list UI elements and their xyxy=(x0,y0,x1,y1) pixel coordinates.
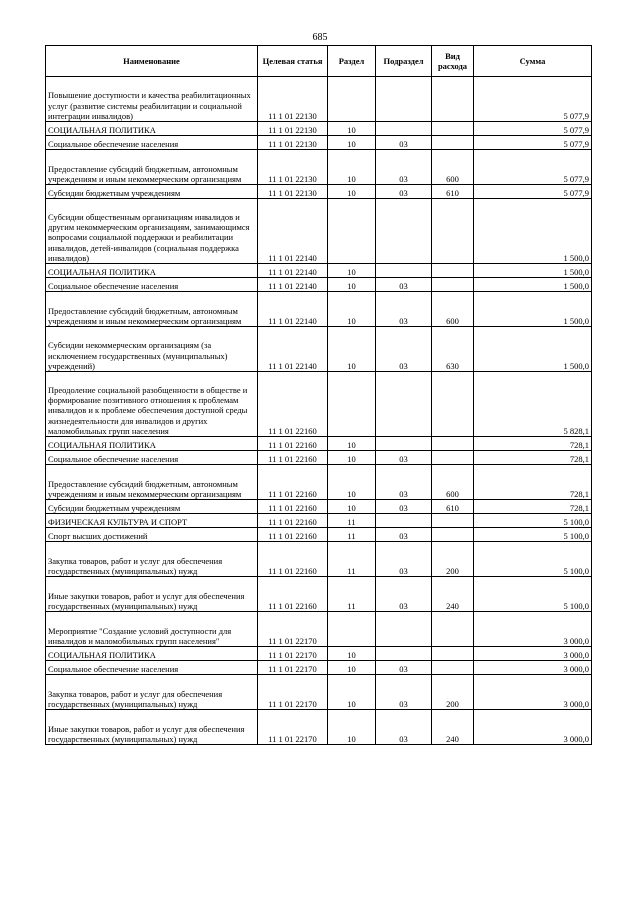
cell-amount: 3 000,0 xyxy=(474,675,592,710)
table-row xyxy=(46,500,592,514)
cell-section: 10 xyxy=(328,264,376,278)
cell-article: 11 1 01 22130 xyxy=(258,122,328,136)
cell-expense-type: 200 xyxy=(432,542,474,577)
cell-amount: 728,1 xyxy=(474,465,592,500)
cell-expense-type xyxy=(432,451,474,465)
cell-amount: 5 828,1 xyxy=(474,372,592,437)
cell-section: 10 xyxy=(328,150,376,185)
cell-article: 11 1 01 22170 xyxy=(258,710,328,745)
cell-amount: 728,1 xyxy=(474,451,592,465)
cell-section: 10 xyxy=(328,675,376,710)
page-number: 685 xyxy=(312,32,328,43)
cell-expense-type xyxy=(432,278,474,292)
table-row xyxy=(46,136,592,150)
cell-section xyxy=(328,199,376,264)
cell-amount: 5 100,0 xyxy=(474,528,592,542)
cell-amount: 1 500,0 xyxy=(474,199,592,264)
cell-subsection: 03 xyxy=(376,500,432,514)
cell-name: Субсидии некоммерческим организациям (за исключением государственных (муниципальных) учреждений) xyxy=(46,327,258,372)
cell-name: Предоставление субсидий бюджетным, автономным учреждениям и иным некоммерческим организациям xyxy=(46,465,258,500)
cell-name: Закупка товаров, работ и услуг для обеспечения государственных (муниципальных) нужд xyxy=(46,542,258,577)
cell-article: 11 1 01 22140 xyxy=(258,264,328,278)
table-row xyxy=(46,612,592,647)
cell-article: 11 1 01 22130 xyxy=(258,150,328,185)
cell-amount: 5 077,9 xyxy=(474,150,592,185)
cell-name: СОЦИАЛЬНАЯ ПОЛИТИКА xyxy=(46,122,258,136)
table-row xyxy=(46,514,592,528)
header-article: Целевая статья xyxy=(258,46,328,77)
cell-article: 11 1 01 22140 xyxy=(258,199,328,264)
cell-subsection xyxy=(376,514,432,528)
cell-expense-type: 200 xyxy=(432,675,474,710)
cell-section: 10 xyxy=(328,185,376,199)
cell-expense-type xyxy=(432,528,474,542)
cell-section: 10 xyxy=(328,122,376,136)
cell-subsection: 03 xyxy=(376,577,432,612)
table-row xyxy=(46,372,592,437)
cell-expense-type: 610 xyxy=(432,500,474,514)
cell-subsection: 03 xyxy=(376,150,432,185)
cell-expense-type xyxy=(432,514,474,528)
cell-section: 11 xyxy=(328,577,376,612)
table-row xyxy=(46,77,592,122)
cell-subsection: 03 xyxy=(376,292,432,327)
cell-article: 11 1 01 22130 xyxy=(258,136,328,150)
table-header-row xyxy=(46,46,592,77)
cell-amount: 1 500,0 xyxy=(474,327,592,372)
cell-amount: 3 000,0 xyxy=(474,661,592,675)
cell-expense-type xyxy=(432,661,474,675)
cell-name: СОЦИАЛЬНАЯ ПОЛИТИКА xyxy=(46,264,258,278)
cell-expense-type: 630 xyxy=(432,327,474,372)
cell-section: 10 xyxy=(328,292,376,327)
cell-article: 11 1 01 22140 xyxy=(258,278,328,292)
cell-expense-type xyxy=(432,77,474,122)
table-row xyxy=(46,437,592,451)
cell-expense-type xyxy=(432,647,474,661)
cell-subsection xyxy=(376,199,432,264)
cell-name: Мероприятие "Создание условий доступности для инвалидов и маломобильных групп населения" xyxy=(46,612,258,647)
cell-subsection: 03 xyxy=(376,278,432,292)
cell-article: 11 1 01 22160 xyxy=(258,372,328,437)
cell-expense-type xyxy=(432,437,474,451)
header-name: Наименование xyxy=(46,46,258,77)
cell-subsection: 03 xyxy=(376,185,432,199)
cell-article: 11 1 01 22130 xyxy=(258,185,328,199)
cell-expense-type xyxy=(432,372,474,437)
cell-section: 11 xyxy=(328,542,376,577)
header-expense-type: Вид расхода xyxy=(432,46,474,77)
cell-name: Повышение доступности и качества реабилитационных услуг (развитие системы реабилитации и социальной интеграции инвалидов) xyxy=(46,77,258,122)
cell-subsection: 03 xyxy=(376,136,432,150)
cell-name: Субсидии бюджетным учреждениям xyxy=(46,500,258,514)
cell-subsection xyxy=(376,647,432,661)
cell-name: Субсидии бюджетным учреждениям xyxy=(46,185,258,199)
cell-name: Социальное обеспечение населения xyxy=(46,661,258,675)
cell-amount: 728,1 xyxy=(474,500,592,514)
cell-section: 10 xyxy=(328,710,376,745)
cell-amount: 1 500,0 xyxy=(474,278,592,292)
cell-expense-type: 600 xyxy=(432,465,474,500)
table-row xyxy=(46,542,592,577)
cell-subsection xyxy=(376,612,432,647)
cell-subsection xyxy=(376,122,432,136)
cell-name: СОЦИАЛЬНАЯ ПОЛИТИКА xyxy=(46,437,258,451)
cell-article: 11 1 01 22160 xyxy=(258,437,328,451)
table-row xyxy=(46,661,592,675)
cell-name: Преодоление социальной разобщенности в обществе и формирование позитивного отношения к проблемам инвалидов и к проблеме обеспечения доступной среды жизнедеятельности для инвалидов и других маломобильных групп населения xyxy=(46,372,258,437)
cell-name: Субсидии общественным организациям инвалидов и другим некоммерческим организациям, занимающимся вопросами социальной поддержки и реабилитации инвалидов, детей-инвалидов (социальная поддержка инвалидов) xyxy=(46,199,258,264)
cell-name: Закупка товаров, работ и услуг для обеспечения государственных (муниципальных) нужд xyxy=(46,675,258,710)
cell-section: 10 xyxy=(328,647,376,661)
table-row xyxy=(46,150,592,185)
cell-name: Социальное обеспечение населения xyxy=(46,451,258,465)
cell-amount: 3 000,0 xyxy=(474,612,592,647)
cell-amount: 728,1 xyxy=(474,437,592,451)
cell-subsection: 03 xyxy=(376,675,432,710)
cell-subsection: 03 xyxy=(376,661,432,675)
header-subsection: Подраздел xyxy=(376,46,432,77)
cell-expense-type: 240 xyxy=(432,710,474,745)
cell-subsection xyxy=(376,437,432,451)
cell-section: 10 xyxy=(328,136,376,150)
cell-expense-type xyxy=(432,136,474,150)
cell-section xyxy=(328,612,376,647)
cell-subsection xyxy=(376,77,432,122)
table-row xyxy=(46,451,592,465)
header-section: Раздел xyxy=(328,46,376,77)
budget-table xyxy=(45,45,592,745)
cell-expense-type: 240 xyxy=(432,577,474,612)
cell-amount: 5 077,9 xyxy=(474,122,592,136)
table-row xyxy=(46,264,592,278)
cell-article: 11 1 01 22160 xyxy=(258,465,328,500)
table-row xyxy=(46,122,592,136)
table-row xyxy=(46,675,592,710)
cell-article: 11 1 01 22140 xyxy=(258,327,328,372)
cell-article: 11 1 01 22160 xyxy=(258,542,328,577)
cell-name: ФИЗИЧЕСКАЯ КУЛЬТУРА И СПОРТ xyxy=(46,514,258,528)
cell-expense-type: 600 xyxy=(432,150,474,185)
table-row xyxy=(46,278,592,292)
table-row xyxy=(46,647,592,661)
table-row xyxy=(46,577,592,612)
cell-article: 11 1 01 22160 xyxy=(258,577,328,612)
header-amount: Сумма xyxy=(474,46,592,77)
cell-subsection: 03 xyxy=(376,542,432,577)
cell-amount: 5 100,0 xyxy=(474,542,592,577)
cell-article: 11 1 01 22160 xyxy=(258,500,328,514)
cell-section: 10 xyxy=(328,437,376,451)
cell-amount: 3 000,0 xyxy=(474,710,592,745)
cell-subsection: 03 xyxy=(376,528,432,542)
cell-expense-type xyxy=(432,122,474,136)
cell-section: 10 xyxy=(328,661,376,675)
table-row xyxy=(46,465,592,500)
cell-article: 11 1 01 22170 xyxy=(258,647,328,661)
cell-amount: 3 000,0 xyxy=(474,647,592,661)
cell-subsection xyxy=(376,372,432,437)
cell-subsection: 03 xyxy=(376,327,432,372)
cell-amount: 5 077,9 xyxy=(474,77,592,122)
cell-amount: 1 500,0 xyxy=(474,292,592,327)
cell-expense-type: 610 xyxy=(432,185,474,199)
cell-expense-type: 600 xyxy=(432,292,474,327)
table-body xyxy=(46,77,592,745)
cell-amount: 5 100,0 xyxy=(474,514,592,528)
cell-article: 11 1 01 22140 xyxy=(258,292,328,327)
cell-subsection xyxy=(376,264,432,278)
cell-section xyxy=(328,77,376,122)
table-row xyxy=(46,710,592,745)
cell-section: 11 xyxy=(328,514,376,528)
table-row xyxy=(46,528,592,542)
cell-name: СОЦИАЛЬНАЯ ПОЛИТИКА xyxy=(46,647,258,661)
cell-subsection: 03 xyxy=(376,451,432,465)
cell-article: 11 1 01 22170 xyxy=(258,661,328,675)
cell-section: 10 xyxy=(328,451,376,465)
cell-amount: 5 100,0 xyxy=(474,577,592,612)
cell-section: 10 xyxy=(328,500,376,514)
cell-section: 10 xyxy=(328,465,376,500)
cell-name: Предоставление субсидий бюджетным, автономным учреждениям и иным некоммерческим организациям xyxy=(46,292,258,327)
cell-article: 11 1 01 22130 xyxy=(258,77,328,122)
cell-article: 11 1 01 22170 xyxy=(258,612,328,647)
cell-subsection: 03 xyxy=(376,710,432,745)
cell-name: Иные закупки товаров, работ и услуг для обеспечения государственных (муниципальных) нужд xyxy=(46,577,258,612)
cell-article: 11 1 01 22160 xyxy=(258,528,328,542)
cell-name: Социальное обеспечение населения xyxy=(46,136,258,150)
table-row xyxy=(46,327,592,372)
cell-expense-type xyxy=(432,199,474,264)
cell-amount: 5 077,9 xyxy=(474,185,592,199)
cell-section: 11 xyxy=(328,528,376,542)
cell-amount: 1 500,0 xyxy=(474,264,592,278)
cell-article: 11 1 01 22170 xyxy=(258,675,328,710)
table-row xyxy=(46,292,592,327)
cell-name: Спорт высших достижений xyxy=(46,528,258,542)
table-row xyxy=(46,185,592,199)
cell-name: Предоставление субсидий бюджетным, автономным учреждениям и иным некоммерческим организациям xyxy=(46,150,258,185)
cell-article: 11 1 01 22160 xyxy=(258,451,328,465)
cell-expense-type xyxy=(432,612,474,647)
cell-section xyxy=(328,372,376,437)
cell-name: Социальное обеспечение населения xyxy=(46,278,258,292)
cell-expense-type xyxy=(432,264,474,278)
cell-section: 10 xyxy=(328,278,376,292)
cell-subsection: 03 xyxy=(376,465,432,500)
cell-section: 10 xyxy=(328,327,376,372)
cell-article: 11 1 01 22160 xyxy=(258,514,328,528)
cell-amount: 5 077,9 xyxy=(474,136,592,150)
table-row xyxy=(46,199,592,264)
cell-name: Иные закупки товаров, работ и услуг для обеспечения государственных (муниципальных) нужд xyxy=(46,710,258,745)
